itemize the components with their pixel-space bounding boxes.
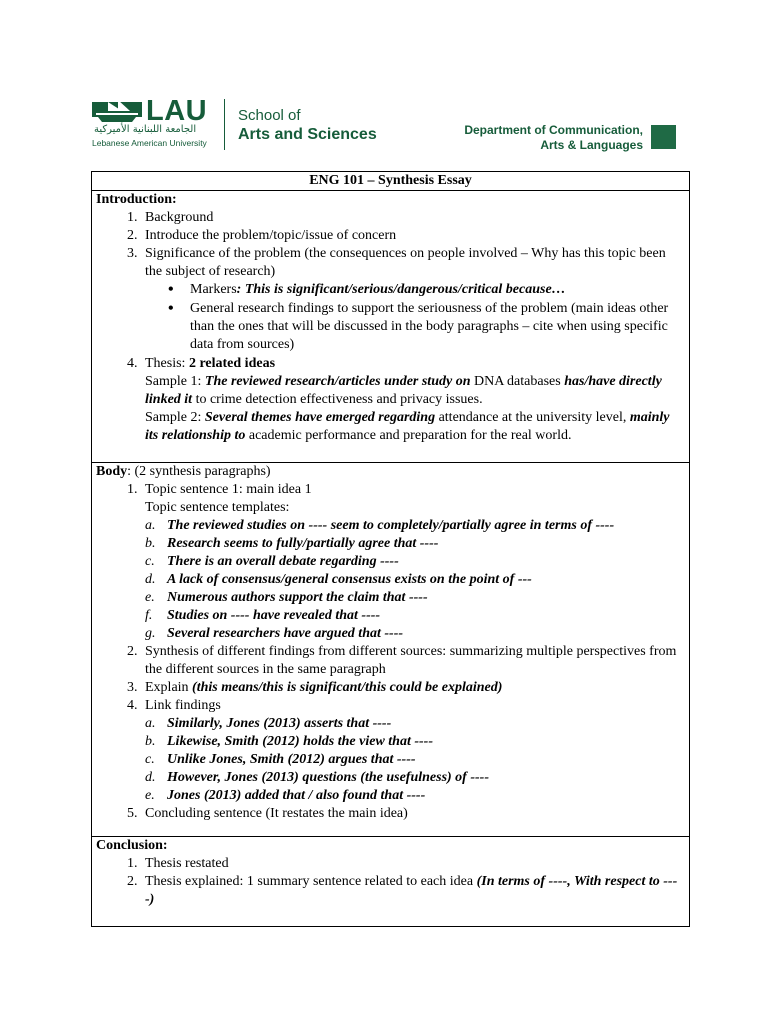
template-item: g. Several researchers have argued that ---- xyxy=(145,626,404,641)
department-line-2: Arts & Languages xyxy=(540,138,643,152)
link-item: d. However, Jones (2013) questions (the usefulness) of ---- xyxy=(145,770,489,785)
department-line-1: Department of Communication, xyxy=(464,123,643,137)
links-list xyxy=(145,715,685,805)
logo-divider xyxy=(224,99,225,150)
link-item: a. Similarly, Jones (2013) asserts that ---- xyxy=(145,716,392,731)
conclusion-section xyxy=(92,837,690,927)
body-heading: Body: (2 synthesis paragraphs) xyxy=(96,464,271,479)
template-item: c. There is an overall debate regarding ---- xyxy=(145,554,399,569)
lau-full-name: Lebanese American University xyxy=(92,138,207,148)
templates-label: Topic sentence templates: xyxy=(145,500,290,515)
department-name xyxy=(420,123,643,153)
template-item: a. The reviewed studies on ---- seem to completely/partially agree in terms of ---- xyxy=(145,518,615,533)
body-list xyxy=(96,481,685,823)
table-title: ENG 101 – Synthesis Essay xyxy=(92,172,690,191)
list-item: 4. Link findings a. Similarly, Jones (2013) asserts that ---- b. Likewise, Smith (2012) holds the view that ---- c. Unlike Jones, Smith (2012) argues that ---- d. However, Jones (2013) questions (the usefulness) of ---- e. Jones (2013) added that / also found that ---- xyxy=(141,697,685,805)
findings-bullet: • General research findings to support the seriousness of the problem (main ideas other than the ones that will be discussed in the body paragraphs – cite when using specific data from sources) xyxy=(190,300,685,354)
body-section xyxy=(92,463,690,837)
page-header xyxy=(0,0,768,170)
link-item: e. Jones (2013) added that / also found that ---- xyxy=(145,788,426,803)
template-item: b. Research seems to fully/partially agree that ---- xyxy=(145,536,439,551)
conclusion-heading: Conclusion: xyxy=(96,838,168,853)
template-item: d. A lack of consensus/general consensus exists on the point of --- xyxy=(145,572,532,587)
sample-2: Sample 2: Several themes have emerged regarding attendance at the university level, mainly its relationship to academic performance and preparation for the real world. xyxy=(145,410,670,443)
templates-list xyxy=(145,517,685,643)
list-item: 3. Significance of the problem (the consequences on people involved – Why has this topic been the subject of research) • Markers: This is significant/serious/dangerous/critical because… • General research findings to support the seriousness of the problem (main ideas other than the ones that will be discussed in the body paragraphs – cite when using specific data from sources) xyxy=(141,245,685,354)
sample-1: Sample 1: The reviewed research/articles under study on DNA databases has/have directly linked it to crime detection effectiveness and privacy issues. xyxy=(145,374,662,407)
significance-bullets xyxy=(145,281,685,354)
introduction-heading: Introduction: xyxy=(96,192,177,207)
department-square-icon xyxy=(651,125,676,149)
list-item: 1. Background xyxy=(141,209,685,227)
school-line-2: Arts and Sciences xyxy=(238,126,377,143)
list-item: 2. Synthesis of different findings from different sources: summarizing multiple perspectives from the different sources in the same paragraph xyxy=(141,643,685,679)
list-item: 1. Thesis restated xyxy=(141,855,685,873)
link-item: c. Unlike Jones, Smith (2012) argues that ---- xyxy=(145,752,416,767)
list-item: 2. Thesis explained: 1 summary sentence related to each idea (In terms of ----, With respect to ----) xyxy=(141,873,685,909)
school-name xyxy=(238,106,377,144)
school-line-1: School of xyxy=(238,107,301,124)
list-item: 5. Concluding sentence (It restates the main idea) xyxy=(141,805,685,823)
markers-bullet: • Markers: This is significant/serious/dangerous/critical because… xyxy=(190,281,685,299)
introduction-list xyxy=(96,209,685,445)
thesis-item: 4. Thesis: 2 related ideas Sample 1: The reviewed research/articles under study on DNA databases has/have directly linked it to crime detection effectiveness and privacy issues. Sample 2: Several themes have emerged regarding attendance at the university level, mainly its relationship to academic performance and preparation for the real world. xyxy=(141,355,685,445)
introduction-section xyxy=(92,191,690,463)
list-item: 2. Introduce the problem/topic/issue of concern xyxy=(141,227,685,245)
lau-wordmark: LAU xyxy=(146,95,208,127)
template-item: f. Studies on ---- have revealed that ---- xyxy=(145,608,381,623)
conclusion-list xyxy=(96,855,685,909)
list-item: 1. Topic sentence 1: main idea 1 Topic sentence templates: a. The reviewed studies on ---- seem to completely/partially agree in terms of ---- b. Research seems to fully/partially agree that ---- c. There is an overall debate regarding ---- d. A lack of consensus/general consensus exists on the point of --- e. Numerous authors support the claim that ---- f. Studies on ---- have revealed that ---- g. Several researchers have argued that ---- xyxy=(141,481,685,643)
template-item: e. Numerous authors support the claim that ---- xyxy=(145,590,428,605)
ship-icon xyxy=(92,98,142,124)
list-item: 3. Explain (this means/this is significant/this could be explained) xyxy=(141,679,685,697)
lau-logo xyxy=(92,95,222,150)
lau-arabic-name: الجامعة اللبنانية الأميركية xyxy=(94,124,197,135)
essay-outline-table xyxy=(91,171,690,927)
link-item: b. Likewise, Smith (2012) holds the view that ---- xyxy=(145,734,433,749)
